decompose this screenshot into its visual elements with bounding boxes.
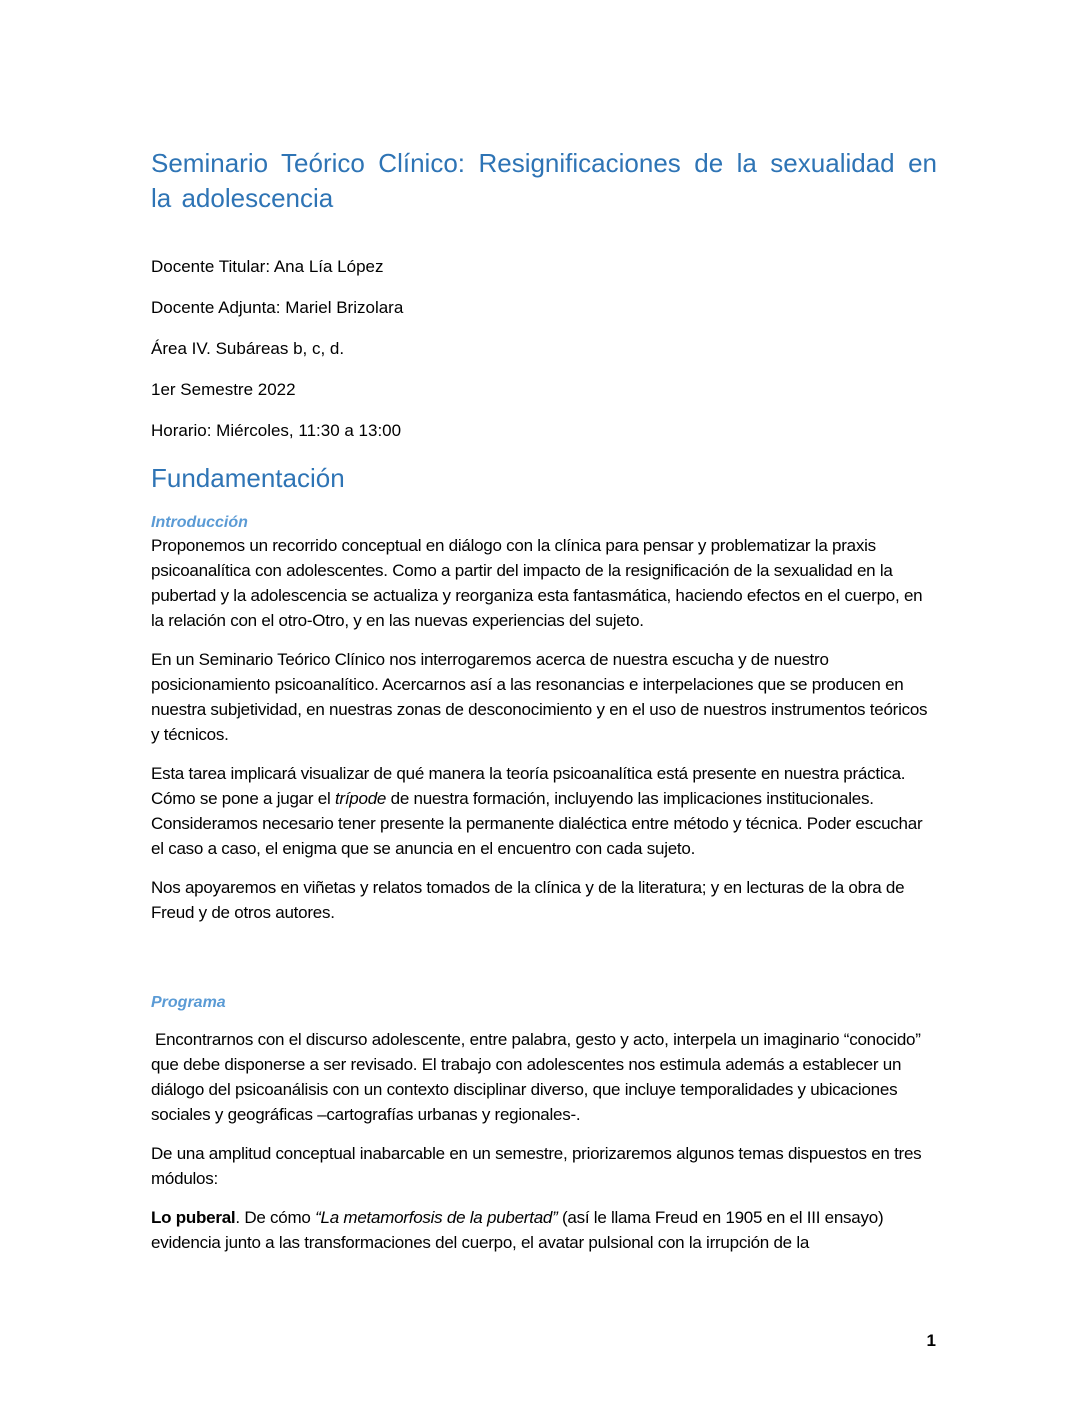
programa-paragraph-3 (151, 1205, 937, 1255)
section-heading-fundamentacion: Fundamentación (151, 463, 345, 493)
page-content (151, 146, 937, 1269)
teacher-adjunta: Docente Adjunta: Mariel Brizolara (151, 298, 404, 317)
intro-paragraph-3-part1: Esta tarea implicará visualizar de qué manera la teoría psicoanalítica está presente en nuestra práctica. Cómo se pone a jugar el (151, 764, 906, 808)
document-title: Seminario Teórico Clínico: Resignificaciones de la sexualidad en la adolescencia (151, 148, 937, 213)
subheading-programa: Programa (151, 994, 226, 1011)
area-info: Área IV. Subáreas b, c, d. (151, 339, 345, 358)
programa-paragraph-3-part1: . De cómo (235, 1208, 316, 1227)
tripode-emphasis: trípode (334, 789, 387, 808)
page-number: 1 (926, 1331, 936, 1350)
teacher-titular: Docente Titular: Ana Lía López (151, 257, 384, 276)
schedule-info: Horario: Miércoles, 11:30 a 13:00 (151, 421, 402, 440)
intro-paragraph-3 (151, 761, 937, 861)
intro-paragraph-1: Proponemos un recorrido conceptual en diálogo con la clínica para pensar y problematizar la praxis psicoanalítica con adolescentes. Como a partir del impacto de la resignificación de la sexualidad en la pubertad y la adolescencia se actualiza y reorganiza esta fantasmática, haciendo efectos en el cuerpo, en la relación con el otro-Otro, y en las nuevas experiencias del sujeto. (151, 536, 923, 630)
intro-paragraph-3-part2: de nuestra formación, incluyendo las implicaciones institucionales. Consideramos necesario tener presente la permanente dialéctica entre método y técnica. Poder escuchar el caso a caso, el enigma que se anuncia en el encuentro con cada sujeto. (151, 789, 923, 858)
programa-paragraph-1: Encontrarnos con el discurso adolescente, entre palabra, gesto y acto, interpela un imaginario “conocido” que debe disponerse a ser revisado. El trabajo con adolescentes nos estimula además a establecer un diálogo del psicoanálisis con un contexto disciplinar diverso, que incluye temporalidades y ubicaciones sociales y geográficas –cartografías urbanas y regionales-. (151, 1030, 921, 1124)
lo-puberal-label: Lo puberal (151, 1208, 236, 1227)
intro-paragraph-4: Nos apoyaremos en viñetas y relatos tomados de la clínica y de la literatura; y en lecturas de la obra de Freud y de otros autores. (151, 878, 905, 922)
intro-paragraph-2: En un Seminario Teórico Clínico nos interrogaremos acerca de nuestra escucha y de nuestro posicionamiento psicoanalítico. Acercarnos así a las resonancias e interpelaciones que se producen en nuestra subjetividad, en nuestras zonas de desconocimiento y en el uso de nuestros instrumentos teóricos y técnicos. (151, 650, 928, 744)
programa-paragraph-2: De una amplitud conceptual inabarcable en un semestre, priorizaremos algunos temas dispuestos en tres módulos: (151, 1144, 922, 1188)
programa-paragraph-3-part2: (así le llama Freud en 1905 en el III ensayo) evidencia junto a las transformaciones del cuerpo, el avatar pulsional con la irrupción de la (151, 1208, 884, 1252)
subheading-introduccion: Introducción (151, 514, 248, 531)
spacer (151, 939, 937, 979)
course-info (151, 256, 937, 441)
metamorfosis-quote: “La metamorfosis de la pubertad” (315, 1208, 558, 1227)
semester-info: 1er Semestre 2022 (151, 380, 296, 399)
